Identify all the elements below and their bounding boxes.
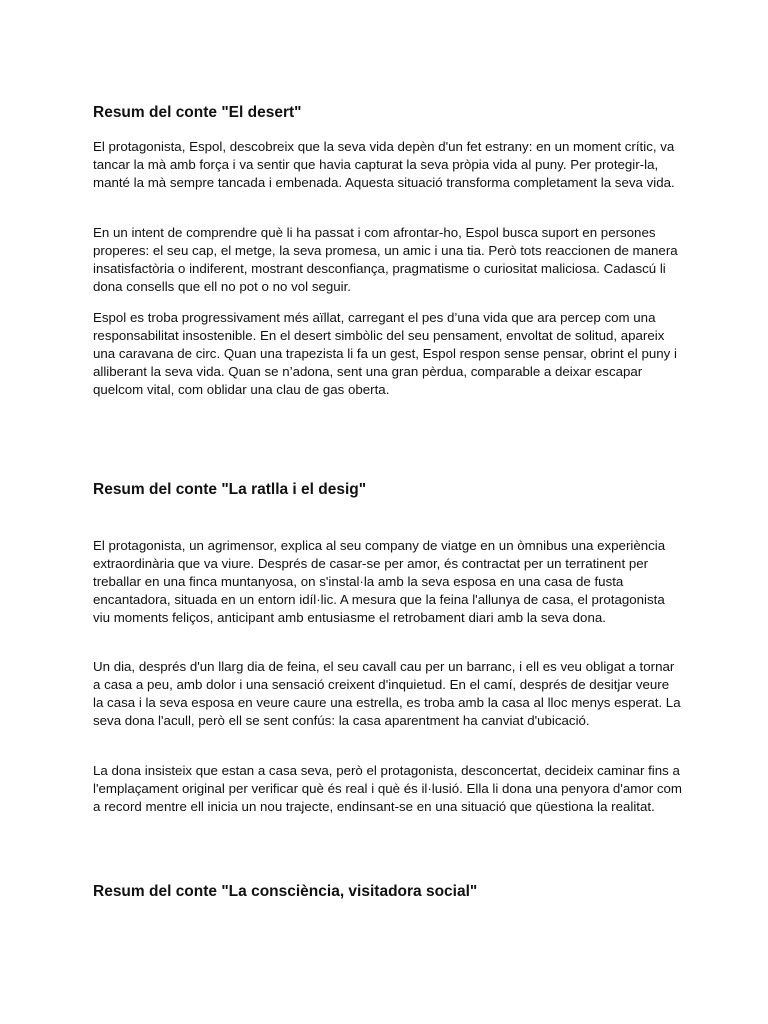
section-1-paragraph-2: En un intent de comprendre què li ha passat i com afrontar-ho, Espol busca suport en persones properes: el seu cap, el metge, la seva promesa, un amic i una tia. Però tots reaccionen de manera insatisfactòria o indiferent, mostrant desconfiança, pragmatisme o curiositat maliciosa. Cadascú li dona consells que ell no pot o no vol seguir.	[93, 225, 678, 295]
section-2-paragraph-3: La dona insisteix que estan a casa seva, però el protagonista, desconcertat, decideix caminar fins a l'emplaçament original per verificar què és real i què és il·lusió. Ella li dona una penyora d'amor com a record mentre ell inicia un nou trajecte, endinsant-se en una situació que qüestiona la realitat.	[93, 763, 682, 815]
section-2-title: Resum del conte "La ratlla i el desig"	[93, 481, 367, 498]
section-1-paragraph-3: Espol es troba progressivament més aïllat, carregant el pes d’una vida que ara percep com una responsabilitat insostenible. En el desert simbòlic del seu pensament, envoltat de solitud, apareix una caravana de circ. Quan una trapezista li fa un gest, Espol respon sense pensar, obrint el puny i alliberant la seva vida. Quan se n’adona, sent una gran pèrdua, comparable a deixar escapar quelcom vital, com oblidar una clau de gas oberta.	[93, 310, 677, 398]
section-3-title: Resum del conte "La consciència, visitadora social"	[93, 883, 478, 900]
section-1-paragraph-1: El protagonista, Espol, descobreix que la seva vida depèn d'un fet estrany: en un moment crític, va tancar la mà amb força i va sentir que havia capturat la seva pròpia vida al puny. Per protegir-la, manté la mà sempre tancada i embenada. Aquesta situació transforma completament la seva vida.	[93, 139, 675, 191]
section-2-paragraph-1: El protagonista, un agrimensor, explica al seu company de viatge en un òmnibus una experiència extraordinària que va viure. Després de casar-se per amor, és contractat per un terratinent per treballar en una finca muntanyosa, on s'instal·la amb la seva esposa en una casa de fusta encantadora, situada en un entorn idíl·lic. A mesura que la feina l'allunya de casa, el protagonista viu moments feliços, anticipant amb entusiasme el retrobament diari amb la seva dona.	[93, 538, 666, 626]
section-2-paragraph-2: Un dia, després d'un llarg dia de feina, el seu cavall cau per un barranc, i ell es veu obligat a tornar a casa a peu, amb dolor i una sensació creixent d'inquietud. En el camí, després de desitjar veure la casa i la seva esposa en veure caure una estrella, es troba amb la casa al lloc menys esperat. La seva dona l'acull, però ell se sent confús: la casa aparentment ha canviat d'ubicació.	[93, 659, 681, 729]
section-1-title: Resum del conte "El desert"	[93, 104, 302, 121]
